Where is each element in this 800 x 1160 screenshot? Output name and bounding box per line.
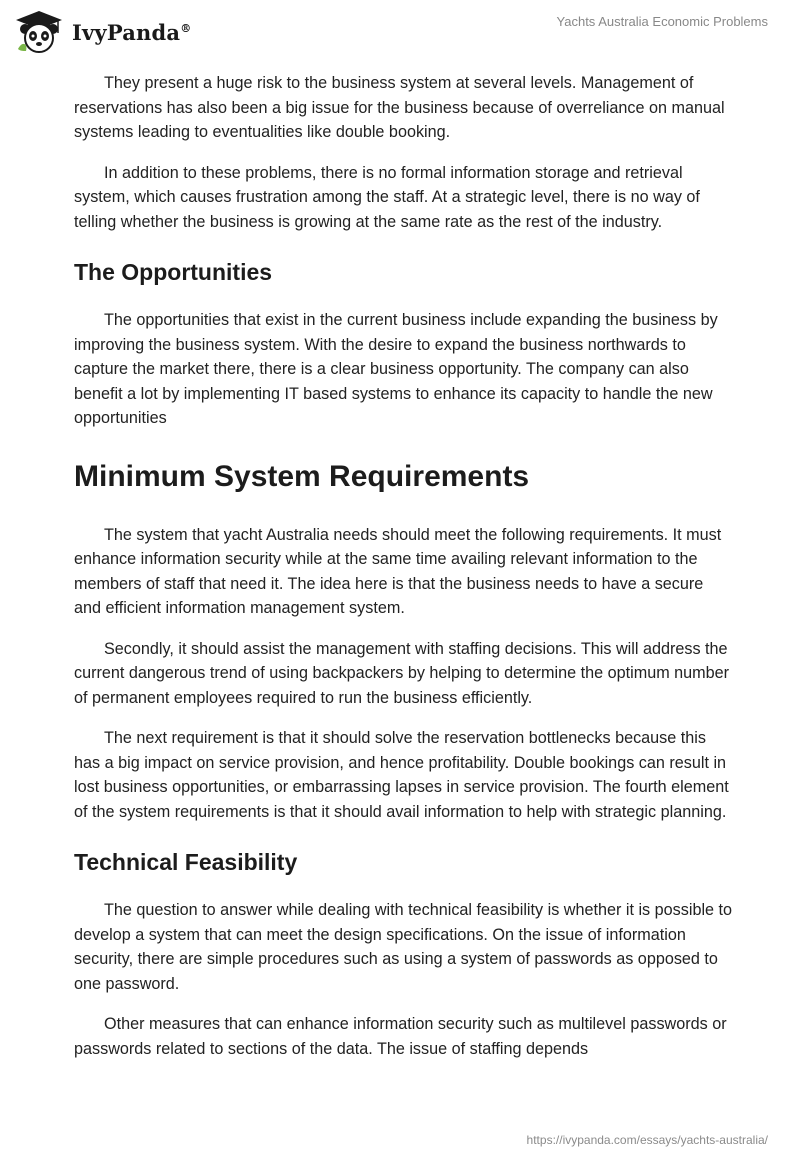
source-url[interactable]: https://ivypanda.com/essays/yachts-australia/ xyxy=(526,1133,768,1147)
page-header xyxy=(0,0,800,60)
paragraph: The next requirement is that it should solve the reservation bottlenecks because this has a big impact on service provision, and hence profitability. Double bookings can result in lost business opportunities, or embarrassing lapses in service provision. The fourth element of the system requirements is that it should avail information to help with strategic planning. xyxy=(74,729,729,821)
paragraph: The opportunities that exist in the current business include expanding the business by improving the business system. With the desire to expand the business northwards to capture the market there, there is a clear business opportunity. The company can also benefit a lot by implementing IT based systems to enhance its capacity to handle the new opportunities xyxy=(74,311,718,427)
paragraph: They present a huge risk to the business system at several levels. Management of reservations has also been a big issue for the business because of overreliance on manual systems leading to eventualities like double booking. xyxy=(74,74,725,141)
paragraph: The system that yacht Australia needs should meet the following requirements. It must enhance information security while at the same time availing relevant information to the members of staff that need it. The idea here is that the business needs to have a secure and efficient information management system. xyxy=(74,525,722,617)
paragraph: In addition to these problems, there is no formal information storage and retrieval system, which causes frustration among the staff. At a strategic level, there is no way of telling whether the business is growing at the same rate as the rest of the industry. xyxy=(74,163,700,231)
document-title: Yachts Australia Economic Problems xyxy=(556,14,768,29)
panda-graduate-icon xyxy=(14,9,64,55)
paragraph: The question to answer while dealing with technical feasibility is whether it is possible to develop a system that can meet the design specifications. On the issue of information security, there are simple procedures such as using a system of passwords as opposed to one password. xyxy=(74,901,733,993)
paragraph: Other measures that can enhance information security such as multilevel passwords or passwords related to sections of the data. The issue of staffing depends xyxy=(74,1015,727,1058)
heading-technical-feasibility: Technical Feasibility xyxy=(74,849,298,875)
heading-opportunities: The Opportunities xyxy=(74,259,273,285)
brand-name: IvyPanda® xyxy=(72,19,192,45)
heading-minimum-system-requirements: Minimum System Requirements xyxy=(74,459,530,493)
brand-logo[interactable] xyxy=(14,8,191,56)
essay-body xyxy=(74,71,734,1077)
paragraph: Secondly, it should assist the management with staffing decisions. This will address the current dangerous trend of using backpackers by helping to determine the optimum number of permanent employees required to run the business efficiently. xyxy=(74,639,730,707)
